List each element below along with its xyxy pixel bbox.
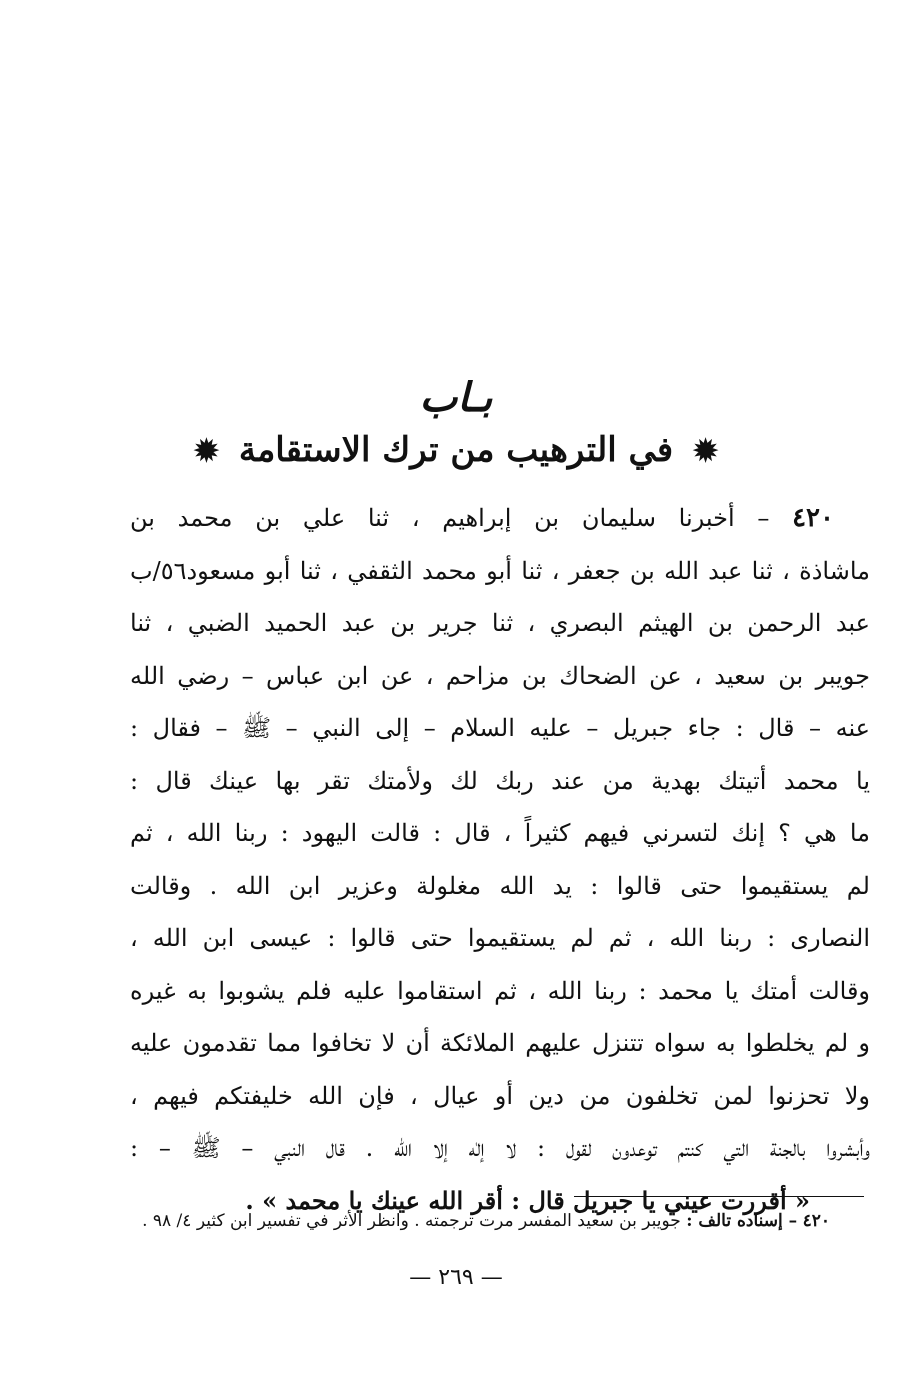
hadith-line: لم يستقيموا حتى قالوا : يد الله مغلولة وعزير ابن الله . وقالت bbox=[130, 871, 870, 900]
footnote-divider bbox=[574, 1196, 864, 1197]
hadith-line: جويبر بن سعيد ، عن الضحاك بن مزاحم ، عن ابن عباس – رضي الله bbox=[130, 661, 870, 690]
hadith-line: ولا تحزنوا لمن تخلفون من دين أو عيال ، فإن الله خليفتكم فيهم ، bbox=[130, 1081, 870, 1110]
page-number: — ٢٦٩ — bbox=[409, 1265, 503, 1290]
footnote-label: – إسناده تالف : bbox=[686, 1211, 798, 1231]
hadith-line: ماشاذة ، ثنا عبد الله بن جعفر ، ثنا أبو محمد الثقفي ، ثنا أبو مسعود٥٦/ب bbox=[130, 556, 870, 585]
hadith-line-final: « أقررت عيني يا جبريل قال : أقر الله عينك يا محمد » . bbox=[245, 1185, 810, 1215]
star-ornament-icon: ✹ bbox=[692, 434, 719, 469]
chapter-title: في الترهيب من ترك الاستقامة bbox=[238, 430, 674, 470]
hadith-line: يا محمد أتيتك بهدية من عند ربك لك ولأمتك تقر بها عينك قال : bbox=[130, 766, 870, 795]
hadith-line: عبد الرحمن بن الهيثم البصري ، ثنا جرير بن عبد الحميد الضبي ، ثنا bbox=[130, 609, 870, 637]
hadith-line: وقالت أمتك يا محمد : ربنا الله ، ثم استقاموا عليه فلم يشوبوا به غيره bbox=[130, 976, 870, 1005]
hadith-line: ما هي ؟ إنك لتسرني فيهم كثيراً ، قال : قالت اليهود : ربنا الله ، ثم bbox=[130, 819, 870, 847]
footnote bbox=[110, 1206, 830, 1236]
hadith-number: ٤٢٠ bbox=[792, 503, 834, 533]
chapter-title-row bbox=[0, 424, 912, 478]
chapter-heading: بـاب bbox=[419, 374, 493, 421]
footnote-number: ٤٢٠ bbox=[802, 1211, 830, 1231]
hadith-line: عنه – قال : جاء جبريل – عليه السلام – إلى النبي – ﷺ – فقال : bbox=[130, 714, 870, 742]
hadith-line: و لم يخلطوا به سواه تتنزل عليهم الملائكة أن لا تخافوا مما تقدمون عليه bbox=[130, 1029, 870, 1057]
hadith-line: ٤٢٠ – أخبرنا سليمان بن إبراهيم ، ثنا علي بن محمد بن bbox=[130, 503, 834, 533]
hadith-line: وأبشروا بالجنة التي كنتم توعدون لقول : لا إلٰه إلا الله . قال النبي – ﷺ – : bbox=[130, 1134, 871, 1162]
footnote-text: جويبر بن سعيد المفسر مرت ترجمته . وانظر الأثر في تفسير ابن كثير ٤/ ٩٨ . bbox=[142, 1211, 681, 1231]
hadith-text bbox=[130, 492, 870, 1227]
star-ornament-icon: ✹ bbox=[193, 434, 220, 469]
hadith-line: النصارى : ربنا الله ، ثم لم يستقيموا حتى قالوا : عيسى ابن الله ، bbox=[130, 924, 870, 952]
